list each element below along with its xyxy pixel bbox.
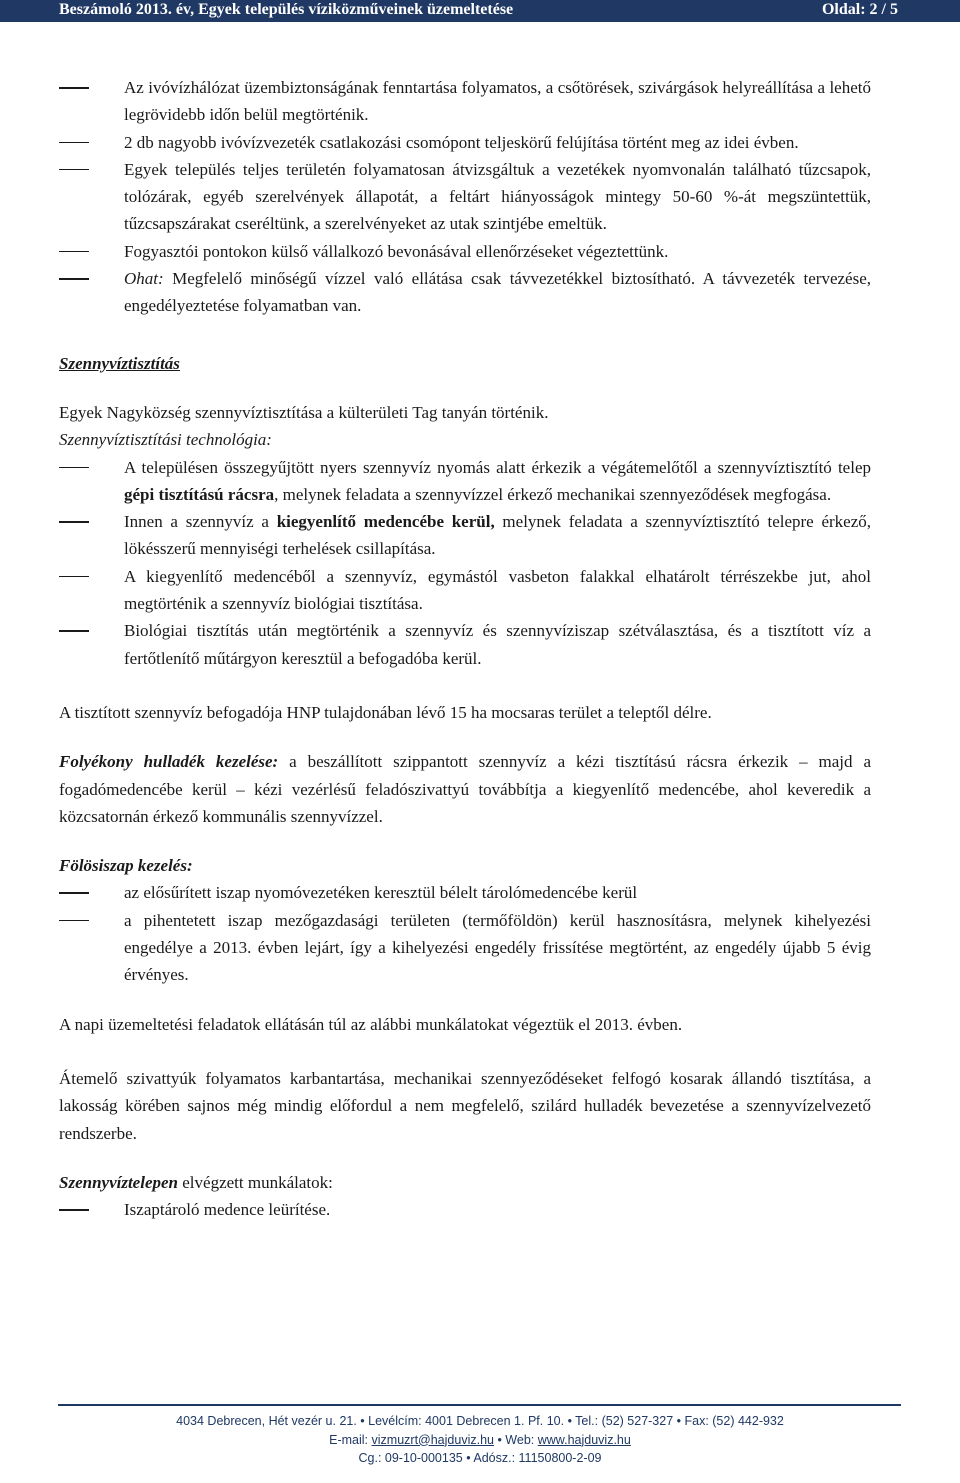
liquid-waste-paragraph (59, 748, 871, 830)
dash-bullet (59, 169, 89, 171)
footer-divider (58, 1404, 901, 1406)
list-item-ohat (59, 265, 871, 320)
plant-works-item-text: Iszaptároló medence leürítése. (124, 1200, 331, 1220)
section-heading-wastewater: Szennyvíztisztítás (59, 353, 180, 373)
wastewater-intro: Egyek Nagyközség szennyvíztisztítása a külterületi Tag tanyán történik. (59, 402, 549, 422)
item-text: 2 db nagyobb ivóvízvezeték csatlakozási csomópont teljeskörű felújítása történt meg az idei évben. (124, 132, 799, 152)
item-text: Egyek település teljes területén folyamatosan átvizsgáltuk a vezetékek nyomvonalán található tűzcsapok, tolózárak, egyéb szerelvények állapotát, a feltárt hiányosságok mintegy 50-60 %-át megszüntettük, tűzcsapszárakat cseréltünk, a szerelvényeket az utak szintjébe emeltük. (124, 159, 871, 234)
pumps-paragraph: Átemelő szivattyúk folyamatos karbantartása, mechanikai szennyeződéseket felfogó kosarak állandó tisztítása, a lakosság körében sajnos még mindig előfordul a nem megfelelő, szilárd hulladék bevezetése a szennyvízelvezető rendszerbe. (59, 1068, 871, 1143)
list-item (59, 156, 871, 238)
ohat-text: Megfelelő minőségű vízzel való ellátása csak távvezetékkel biztosítható. A távvezeték tervezése, engedélyeztetése folyamatban van. (124, 269, 871, 316)
item-text: Az ivóvízhálózat üzembiztonságának fenntartása folyamatos, a csőtörések, szivárgások helyreállítása a lehető legrövidebb időn belül megtörténik. (124, 78, 871, 125)
list-item (59, 879, 871, 906)
step1-text-c: , melynek feladata a szennyvízzel érkező mechanikai szennyeződések megfogása. (274, 484, 832, 504)
step1-text-a: A településen összegyűjtött nyers szennyvíz nyomás alatt érkezik a végátemelőtől a szennyvíztisztító telep (124, 457, 871, 477)
item-text: Fogyasztói pontokon külső vállalkozó bevonásával ellenőrzéseket végeztettünk. (124, 241, 669, 261)
page-footer (0, 1412, 960, 1468)
plant-works-heading (59, 1169, 871, 1196)
footer-address: 4034 Debrecen, Hét vezér u. 21. • Levélcím: 4001 Debrecen 1. Pf. 10. • Tel.: (52) 527-327 • Fax: (52) 442-932 (176, 1414, 784, 1428)
step2-text-c: melynek feladata a szennyvíztisztító telepre érkező, lökésszerű mennyiségi terhelések csillapítása. (124, 512, 871, 559)
dash-bullet (59, 467, 89, 469)
ohat-label: Ohat: (124, 269, 164, 289)
list-item (59, 454, 871, 509)
list-item (59, 617, 871, 672)
footer-registry: Cg.: 09-10-000135 • Adósz.: 11150800-2-09 (358, 1451, 602, 1465)
step2-text-a: Innen a szennyvíz a (124, 512, 277, 532)
footer-contact: E-mail: vizmuzrt@hajduviz.hu • Web: www.hajduviz.hu (329, 1432, 631, 1447)
liquid-waste-label: Folyékony hulladék kezelése: (59, 752, 279, 772)
dash-bullet (59, 892, 89, 894)
step1-text-bold: gépi tisztítású rácsra (124, 484, 275, 504)
list-item (59, 129, 871, 156)
page-header (0, 0, 960, 22)
operations-intro: A napi üzemeltetési feladatok ellátásán túl az alábbi munkálatokat végeztük el 2013. évben. (59, 1014, 683, 1034)
plant-works-label: Szennyvíztelepen (59, 1172, 178, 1192)
sludge-item-text: az elősűrített iszap nyomóvezetéken keresztül bélelt tárolómedencébe kerül (124, 883, 638, 903)
web-link[interactable]: www.hajduviz.hu (537, 1432, 631, 1447)
dash-bullet (59, 251, 89, 253)
header-title: Beszámoló 2013. év, Egyek település víziközműveinek üzemeltetése (59, 1, 514, 18)
page-number: Oldal: 2 / 5 (821, 1, 898, 18)
step4-text: Biológiai tisztítás után megtörténik a szennyvíz és szennyvíziszap szétválasztása, és a tisztított víz a fertőtlenítő műtárgyon keresztül a befogadóba kerül. (124, 621, 871, 668)
list-item (59, 1196, 871, 1223)
dash-bullet (59, 576, 89, 578)
sludge-heading: Fölösiszap kezelés: (59, 856, 193, 876)
receiver-paragraph: A tisztított szennyvíz befogadója HNP tulajdonában lévő 15 ha mocsaras terület a teleptől délre. (59, 702, 712, 722)
step3-text: A kiegyenlítő medencéből a szennyvíz, egymástól vasbeton falakkal elhatárolt térrészekbe jut, ahol megtörténik a szennyvíz biológiai tisztítása. (124, 566, 871, 614)
technology-label: Szennyvíztisztítási technológia: (59, 430, 272, 450)
dash-bullet (59, 521, 89, 523)
list-item (59, 508, 871, 563)
list-item (59, 563, 871, 618)
dash-bullet (59, 920, 89, 922)
liquid-waste-text: a beszállított szippantott szennyvíz a kézi tisztítású rácsra érkezik – majd a fogadómedencébe kerül – kézi vezérlésű feladószivattyú továbbítja a kiegyenlítő medencébe, ahol keveredik a közcsatornán érkező kommunális szennyvízzel. (59, 752, 872, 826)
sludge-item-text: a pihentetett iszap mezőgazdasági területen (termőföldön) kerül hasznosításra, melynek kihelyezési engedélye a 2013. évben lejárt, így a kihelyezési engedély frissítése megtörtént, az engedély újabb 5 évig érvényes. (124, 910, 871, 985)
document-body (59, 74, 871, 1223)
list-item (59, 74, 871, 129)
step2-text-bold: kiegyenlítő medencébe kerül, (276, 512, 495, 532)
dash-bullet (59, 630, 89, 632)
dash-bullet (59, 142, 89, 144)
list-item (59, 238, 871, 265)
plant-works-text: elvégzett munkálatok: (178, 1172, 333, 1192)
dash-bullet (59, 1209, 89, 1211)
dash-bullet (59, 87, 89, 89)
dash-bullet (59, 278, 89, 280)
list-item (59, 907, 871, 989)
email-link[interactable]: vizmuzrt@hajduviz.hu (371, 1432, 494, 1447)
